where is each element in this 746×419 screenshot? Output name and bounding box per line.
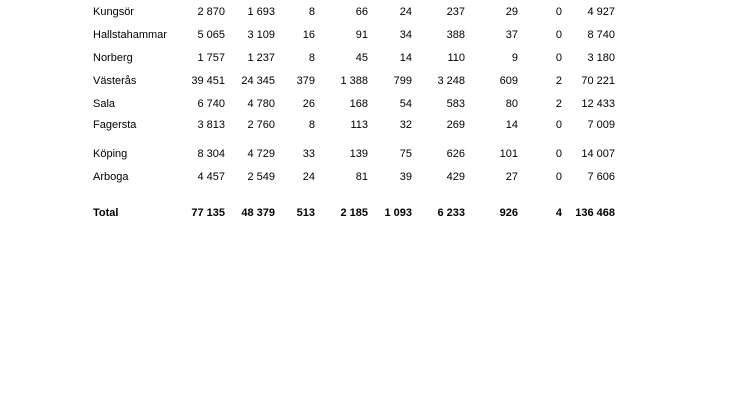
municipality-name: Kungsör [93, 6, 134, 18]
table-cell: 168 [349, 98, 368, 110]
table-cell: 799 [393, 75, 412, 87]
table-cell: 379 [296, 75, 315, 87]
table-cell: 0 [555, 52, 562, 64]
table-cell: 4 927 [587, 6, 615, 18]
total-cell: 77 135 [191, 207, 225, 219]
table-cell: 269 [446, 119, 465, 131]
table-cell: 4 729 [247, 148, 275, 160]
table-cell: 54 [399, 98, 412, 110]
total-cell: 1 093 [384, 207, 412, 219]
table-cell: 0 [555, 148, 562, 160]
table-cell: 8 [308, 119, 315, 131]
table-cell: 8 [308, 6, 315, 18]
table-cell: 34 [399, 29, 412, 41]
table-cell: 16 [302, 29, 315, 41]
table-cell: 80 [505, 98, 518, 110]
table-row [0, 117, 746, 133]
table-cell: 32 [399, 119, 412, 131]
table-cell: 237 [446, 6, 465, 18]
table-cell: 14 [505, 119, 518, 131]
municipality-name: Norberg [93, 52, 133, 64]
table-cell: 1 693 [247, 6, 275, 18]
table-cell: 91 [355, 29, 368, 41]
table-cell: 33 [302, 148, 315, 160]
table-cell: 27 [505, 171, 518, 183]
table-cell: 113 [350, 119, 368, 131]
total-cell: 4 [555, 207, 562, 219]
total-cell: 6 233 [437, 207, 465, 219]
table-cell: 37 [505, 29, 518, 41]
table-cell: 14 007 [581, 148, 615, 160]
table-cell: 139 [349, 148, 368, 160]
table-cell: 75 [399, 148, 412, 160]
table-cell: 2 [555, 75, 562, 87]
table-cell: 110 [447, 52, 465, 64]
table-row [0, 73, 746, 89]
municipality-name: Sala [93, 98, 116, 110]
table-cell: 8 740 [587, 29, 615, 41]
table-row [0, 27, 746, 43]
table-cell: 24 345 [241, 75, 275, 87]
table-cell: 0 [555, 6, 562, 18]
table-cell: 1 388 [340, 75, 368, 87]
municipality-name: Köping [93, 148, 128, 160]
table-cell: 5 065 [197, 29, 225, 41]
table-cell: 609 [499, 75, 518, 87]
table-cell: 2 760 [247, 119, 275, 131]
table-row [0, 4, 746, 20]
table-cell: 7 009 [587, 119, 615, 131]
total-label: Total [93, 207, 119, 219]
table-cell: 3 813 [197, 119, 225, 131]
table-cell: 70 221 [581, 75, 615, 87]
table-cell: 3 109 [247, 29, 275, 41]
total-cell: 513 [296, 207, 315, 219]
municipality-name: Västerås [93, 75, 137, 87]
municipality-name: Hallstahammar [93, 29, 167, 41]
table-cell: 583 [446, 98, 465, 110]
table-cell: 4 457 [197, 171, 225, 183]
municipality-name: Arboga [93, 171, 129, 183]
table-cell: 388 [446, 29, 465, 41]
municipality-name: Fagersta [93, 119, 137, 131]
table-cell: 3 180 [587, 52, 615, 64]
table-cell: 4 780 [247, 98, 275, 110]
table-cell: 24 [399, 6, 412, 18]
table-cell: 429 [446, 171, 465, 183]
table-cell: 1 757 [197, 52, 225, 64]
table-cell: 0 [555, 171, 562, 183]
table-cell: 45 [355, 52, 368, 64]
table-cell: 29 [505, 6, 518, 18]
table-cell: 66 [355, 6, 368, 18]
total-row [0, 205, 746, 221]
table-cell: 8 304 [197, 148, 225, 160]
total-cell: 48 379 [241, 207, 275, 219]
table-cell: 0 [555, 119, 562, 131]
table-cell: 39 451 [191, 75, 225, 87]
table-cell: 2 [555, 98, 562, 110]
table-cell: 6 740 [197, 98, 225, 110]
table-cell: 7 606 [587, 171, 615, 183]
table-cell: 24 [302, 171, 315, 183]
table-row [0, 146, 746, 162]
table-cell: 2 870 [197, 6, 225, 18]
total-cell: 2 185 [340, 207, 368, 219]
table-cell: 14 [399, 52, 412, 64]
table-row [0, 50, 746, 66]
total-cell: 926 [499, 207, 518, 219]
table-cell: 26 [302, 98, 315, 110]
table-cell: 0 [555, 29, 562, 41]
table-cell: 81 [355, 171, 368, 183]
table-cell: 8 [308, 52, 315, 64]
table-cell: 9 [511, 52, 518, 64]
table-cell: 626 [446, 148, 465, 160]
table-cell: 1 237 [247, 52, 275, 64]
table-cell: 101 [499, 148, 518, 160]
table-cell: 12 433 [581, 98, 615, 110]
table-cell: 3 248 [437, 75, 465, 87]
table-row [0, 96, 746, 112]
table-cell: 2 549 [247, 171, 275, 183]
table-row [0, 169, 746, 185]
total-cell: 136 468 [575, 207, 615, 219]
table-cell: 39 [399, 171, 412, 183]
